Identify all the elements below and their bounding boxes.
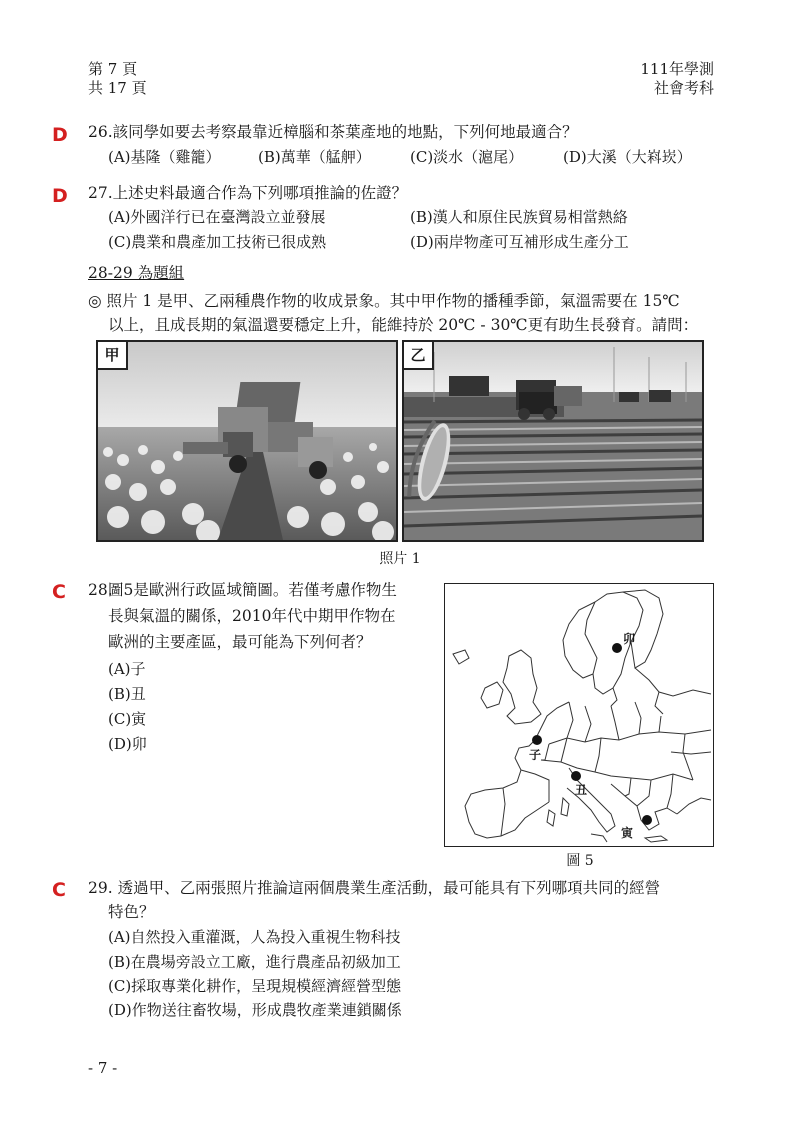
option-28-a: (A)子 bbox=[108, 660, 146, 678]
question-28-stem-line2: 長與氣溫的關係，2010年代中期甲作物在 bbox=[108, 607, 396, 625]
exam-title: 111年學測 bbox=[640, 60, 714, 78]
corn-harvest-illustration bbox=[404, 342, 702, 540]
group-intro-line1: ◎ 照片 1 是甲、乙兩種農作物的收成景象。其中甲作物的播種季節，氣溫需要在 15℃ bbox=[88, 292, 680, 310]
option-29-a: (A)自然投入重灌溉，人為投入重視生物科技 bbox=[108, 928, 401, 946]
option-27-d: (D)兩岸物產可互補形成生產分工 bbox=[410, 233, 629, 251]
option-26-c: (C)淡水（滬尾） bbox=[410, 148, 524, 166]
europe-map bbox=[444, 583, 714, 847]
subject-label: 社會考科 bbox=[653, 79, 714, 97]
map-caption: 圖 5 bbox=[566, 853, 594, 869]
question-number: 27. bbox=[88, 184, 113, 202]
option-28-b: (B)丑 bbox=[108, 685, 146, 703]
region-marker-chou bbox=[571, 771, 581, 781]
option-26-d: (D)大溪（大嵙崁） bbox=[563, 148, 692, 166]
option-27-b: (B)漢人和原住民族貿易相當熱絡 bbox=[410, 208, 628, 226]
option-27-c: (C)農業和農產加工技術已很成熟 bbox=[108, 233, 327, 251]
question-stem: 該同學如要去考察最靠近樟腦和茶葉產地的地點，下列何地最適合？ bbox=[112, 123, 578, 141]
question-number: 26. bbox=[88, 123, 113, 141]
map-label-mao: 卯 bbox=[623, 632, 636, 646]
map-label-yin: 寅 bbox=[621, 826, 634, 840]
region-marker-zi bbox=[532, 735, 542, 745]
question-29-line2: 特色？ bbox=[108, 903, 155, 921]
option-28-d: (D)卯 bbox=[108, 735, 147, 753]
page-number-label: 第 7 頁 bbox=[88, 60, 138, 78]
question-26 bbox=[88, 120, 578, 144]
question-28-number: 28. bbox=[88, 581, 113, 599]
map-label-chou: 丑 bbox=[575, 783, 588, 797]
option-28-c: (C)寅 bbox=[108, 710, 147, 728]
option-29-b: (B)在農場旁設立工廠，進行農產品初級加工 bbox=[108, 953, 401, 971]
photo-caption: 照片 1 bbox=[379, 551, 421, 567]
footer-page-number: - 7 - bbox=[88, 1059, 118, 1077]
question-stem: 上述史料最適合作為下列哪項推論的佐證？ bbox=[112, 184, 408, 202]
question-stem: 透過甲、乙兩張照片推論這兩個農業生產活動，最可能具有下列哪項共同的經營 bbox=[117, 879, 661, 897]
question-28-stem-line3: 歐洲的主要產區，最可能為下列何者？ bbox=[108, 633, 372, 651]
total-pages-label: 共 17 頁 bbox=[88, 79, 147, 97]
group-title: 28-29 為題組 bbox=[88, 264, 185, 282]
answer-mark-28: C bbox=[52, 581, 66, 603]
option-29-c: (C)採取專業化耕作，呈現規模經濟經營型態 bbox=[108, 977, 402, 995]
option-26-a: (A)基隆（雞籠） bbox=[108, 148, 221, 166]
photo-corn-harvest bbox=[402, 340, 704, 542]
cotton-harvest-illustration bbox=[98, 342, 396, 540]
answer-mark-27: D bbox=[52, 185, 68, 207]
option-26-b: (B)萬華（艋舺） bbox=[258, 148, 371, 166]
answer-mark-29: C bbox=[52, 879, 66, 901]
answer-mark-26: D bbox=[52, 124, 68, 146]
europe-outline bbox=[445, 584, 712, 845]
region-marker-yin bbox=[642, 815, 652, 825]
option-27-a: (A)外國洋行已在臺灣設立並發展 bbox=[108, 208, 326, 226]
map-label-zi: 子 bbox=[529, 748, 542, 762]
question-27 bbox=[88, 181, 407, 205]
photo-tag-jia: 甲 bbox=[98, 342, 128, 370]
group-intro-line2: 以上，且成長期的氣溫還要穩定上升，能維持於 20℃ - 30℃更有助生長發育。請問： bbox=[108, 316, 699, 334]
option-29-d: (D)作物送往畜牧場，形成農牧產業連鎖關係 bbox=[108, 1001, 402, 1019]
question-28-stem-line1: 圖5是歐洲行政區域簡圖。若僅考慮作物生 bbox=[108, 581, 397, 599]
photo-cotton-harvest bbox=[96, 340, 398, 542]
photo-tag-yi: 乙 bbox=[404, 342, 434, 370]
question-number: 29. bbox=[88, 879, 113, 897]
region-marker-mao bbox=[612, 643, 622, 653]
question-29-line1 bbox=[88, 876, 660, 900]
